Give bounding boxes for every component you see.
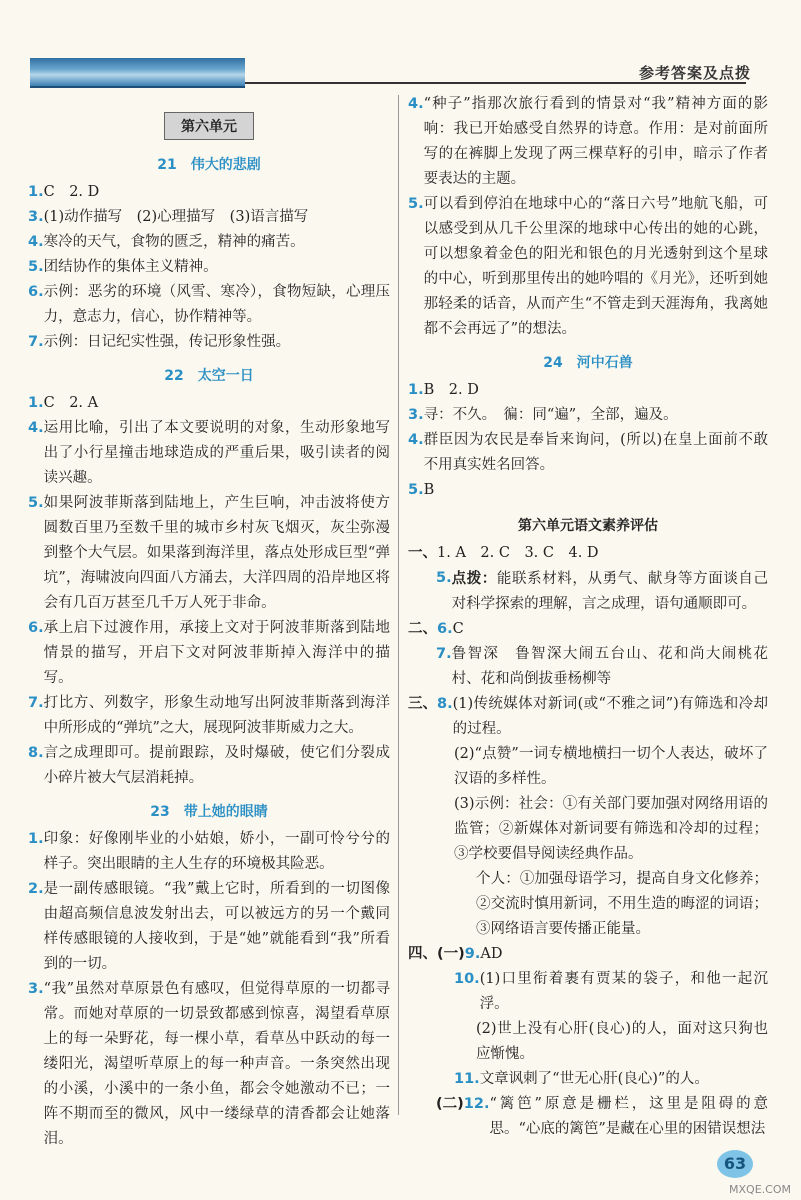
answer-item: 5. B (408, 482, 435, 498)
answer-item: 3. 寻：不久。 徧：同“遍”，全部，遍及。 (408, 407, 678, 423)
lesson-21-title: 21 伟大的悲剧 (157, 157, 261, 173)
answer-item: 5. 可以看到停泊在地球中心的“落日六号”地航飞船，可以感受到从几千公里深的地球中心传出的她的心跳，可以想象着金色的阳光和银色的月光透射到这个星球的中心，听到那里传出的她吟唱的《月光》，还听到她那轻柔的话音，从而产生“不管走到天涯海角，我离她都不会再远了”的想法。 (408, 196, 768, 337)
column-divider (398, 95, 399, 1115)
answer-item: 4. 寒冷的天气，食物的匮乏，精神的痛苦。 (28, 234, 305, 250)
answer-item: 5. 团结协作的集体主义精神。 (28, 259, 218, 275)
eval-item-10-1: 10. (1)口里衔着裹有贾某的袋子，和他一起沉浮。 (454, 971, 768, 1012)
answer-item: 4. 群臣因为农民是奉旨来询问，(所以)在皇上面前不敢不用真实姓名回答。 (408, 432, 768, 473)
answer-item: 4. “种子”指那次旅行看到的情景对“我”精神方面的影响：我已开始感受自然界的诗意。作用：是对前面所写的在裤脚上发现了两三棵草籽的引申，暗示了作者要表达的主题。 (408, 96, 768, 187)
eval-section-5: (二) 12. “篱笆”原意是栅栏，这里是阻碍的意思。“心底的篱笆”是藏在心里的困错误想法 (436, 1096, 768, 1137)
right-column (408, 92, 768, 1142)
eval-item-5: 5. 点拨：能联系材料，从勇气、献身等方面谈自己对科学探索的理解，言之成理，语句通顺即可。 (436, 570, 769, 612)
eval-item-8-3: (3)示例：社会：①有关部门要加强对网络用语的监管；②新媒体对新词要有筛选和冷却的过程；③学校要倡导阅读经典作品。 (454, 796, 768, 862)
answer-item: 3. “我”虽然对草原景色有感叹，但觉得草原的一切都寻常。而她对草原的一切景致都感到惊喜，渴望看草原上的每一朵野花，每一棵小草，看草丛中跃动的每一缕阳光，渴望听草原上的每一种声音。一条突然出现的小溪，小溪中的一条小鱼，都会令她激动不已；一阵不期而至的微风，风中一缕绿草的清香都会让她落泪。 (28, 981, 390, 1147)
left-column (28, 100, 390, 1152)
answer-item: 6. 示例：恶劣的环境（风雪、寒冷），食物短缺，心理压力，意志力，信心，协作精神等。 (28, 284, 390, 325)
lesson-22-title: 22 太空一日 (164, 368, 254, 384)
lesson-23-answers (28, 827, 390, 1152)
eval-section-4: 四、(一) 9. AD (408, 946, 503, 962)
header-banner-image (30, 58, 245, 88)
answer-item: 6. 承上启下过渡作用，承接上文对于阿波菲斯落到陆地情景的描写，开启下文对阿波菲斯掉入海洋中的描写。 (28, 620, 390, 686)
eval-item-11: 11. 文章讽刺了“世无心肝(良心)”的人。 (454, 1071, 709, 1087)
answer-item: 8. 言之成理即可。提前跟踪，及时爆破，使它们分裂成小碎片被大气层消耗掉。 (28, 745, 390, 786)
answer-item: 1. 印象：好像刚毕业的小姑娘，娇小，一副可怜兮兮的样子。突出眼睛的主人生存的环境极其险恶。 (28, 831, 390, 872)
eval-section-3: 三、 8. (1)传统媒体对新词(或“不雅之词”)有筛选和冷却的过程。 (408, 696, 768, 737)
eval-item-7: 7. 鲁智深 鲁智深大闹五台山、花和尚大闹桃花村、花和尚倒拔垂杨柳等 (436, 646, 768, 687)
eval-item-8-4: 个人：①加强母语学习，提高自身文化修养；②交流时慎用新词，不用生造的晦涩的词语；③网络语言要传播正能量。 (476, 871, 768, 937)
hint-label: 点拨： (451, 570, 497, 587)
lesson-21-answers (28, 180, 390, 355)
answer-item: 2. 是一副传感眼镜。“我”戴上它时，所看到的一切图像由超高频信息波发射出去，可以被远方的另一个戴同样传感眼镜的人接收到，于是“她”就能看到“我”所看到的一切。 (28, 881, 390, 972)
lesson-22-answers (28, 391, 390, 791)
answer-item: 4. 运用比喻，引出了本文要说明的对象，生动形象地写出了小行星撞击地球造成的严重后果，吸引读者的阅读兴趣。 (28, 420, 390, 486)
lesson-24-title: 24 河中石兽 (543, 355, 633, 371)
header-title: 参考答案及点拨 (638, 64, 751, 82)
page-number: 63 (717, 1150, 753, 1178)
answer-item: 7. 示例：日记纪实性强，传记形象性强。 (28, 334, 291, 350)
answer-item: 1. C 2. D (28, 184, 100, 200)
eval-item-10-2: (2)世上没有心肝(良心)的人，面对这只狗也应惭愧。 (476, 1021, 768, 1062)
lesson-23-title: 23 带上她的眼睛 (150, 804, 268, 820)
eval-section-1: 一、 1. A 2. C 3. C 4. D (408, 545, 599, 561)
eval-section-2: 二、 6. C (408, 621, 464, 637)
answer-item: 3. (1)动作描写 (2)心理描写 (3)语言描写 (28, 209, 309, 225)
watermark-text: MXQE.COM (729, 1183, 791, 1196)
answer-item: 7. 打比方、列数字，形象生动地写出阿波菲斯落到海洋中所形成的“弹坑”之大，展现阿波菲斯威力之大。 (28, 695, 390, 736)
evaluation-title: 第六单元语文素养评估 (518, 518, 658, 534)
unit-title: 第六单元 (164, 112, 254, 140)
answer-item: 5. 如果阿波菲斯落到陆地上，产生巨响，冲击波将使方圆数百里乃至数千里的城市乡村灰飞烟灭，灰尘弥漫到整个大气层。如果落到海洋里，落点处形成巨型“弹坑”，海啸波向四面八方涌去，大洋四周的沿岸地区将会有几百万甚至几千万人死于非命。 (28, 495, 390, 611)
eval-item-8-2: (2)“点赞”一词专横地横扫一切个人表达，破坏了汉语的多样性。 (454, 746, 768, 787)
answer-item: 1. C 2. A (28, 395, 99, 411)
answer-item: 1. B 2. D (408, 382, 479, 398)
